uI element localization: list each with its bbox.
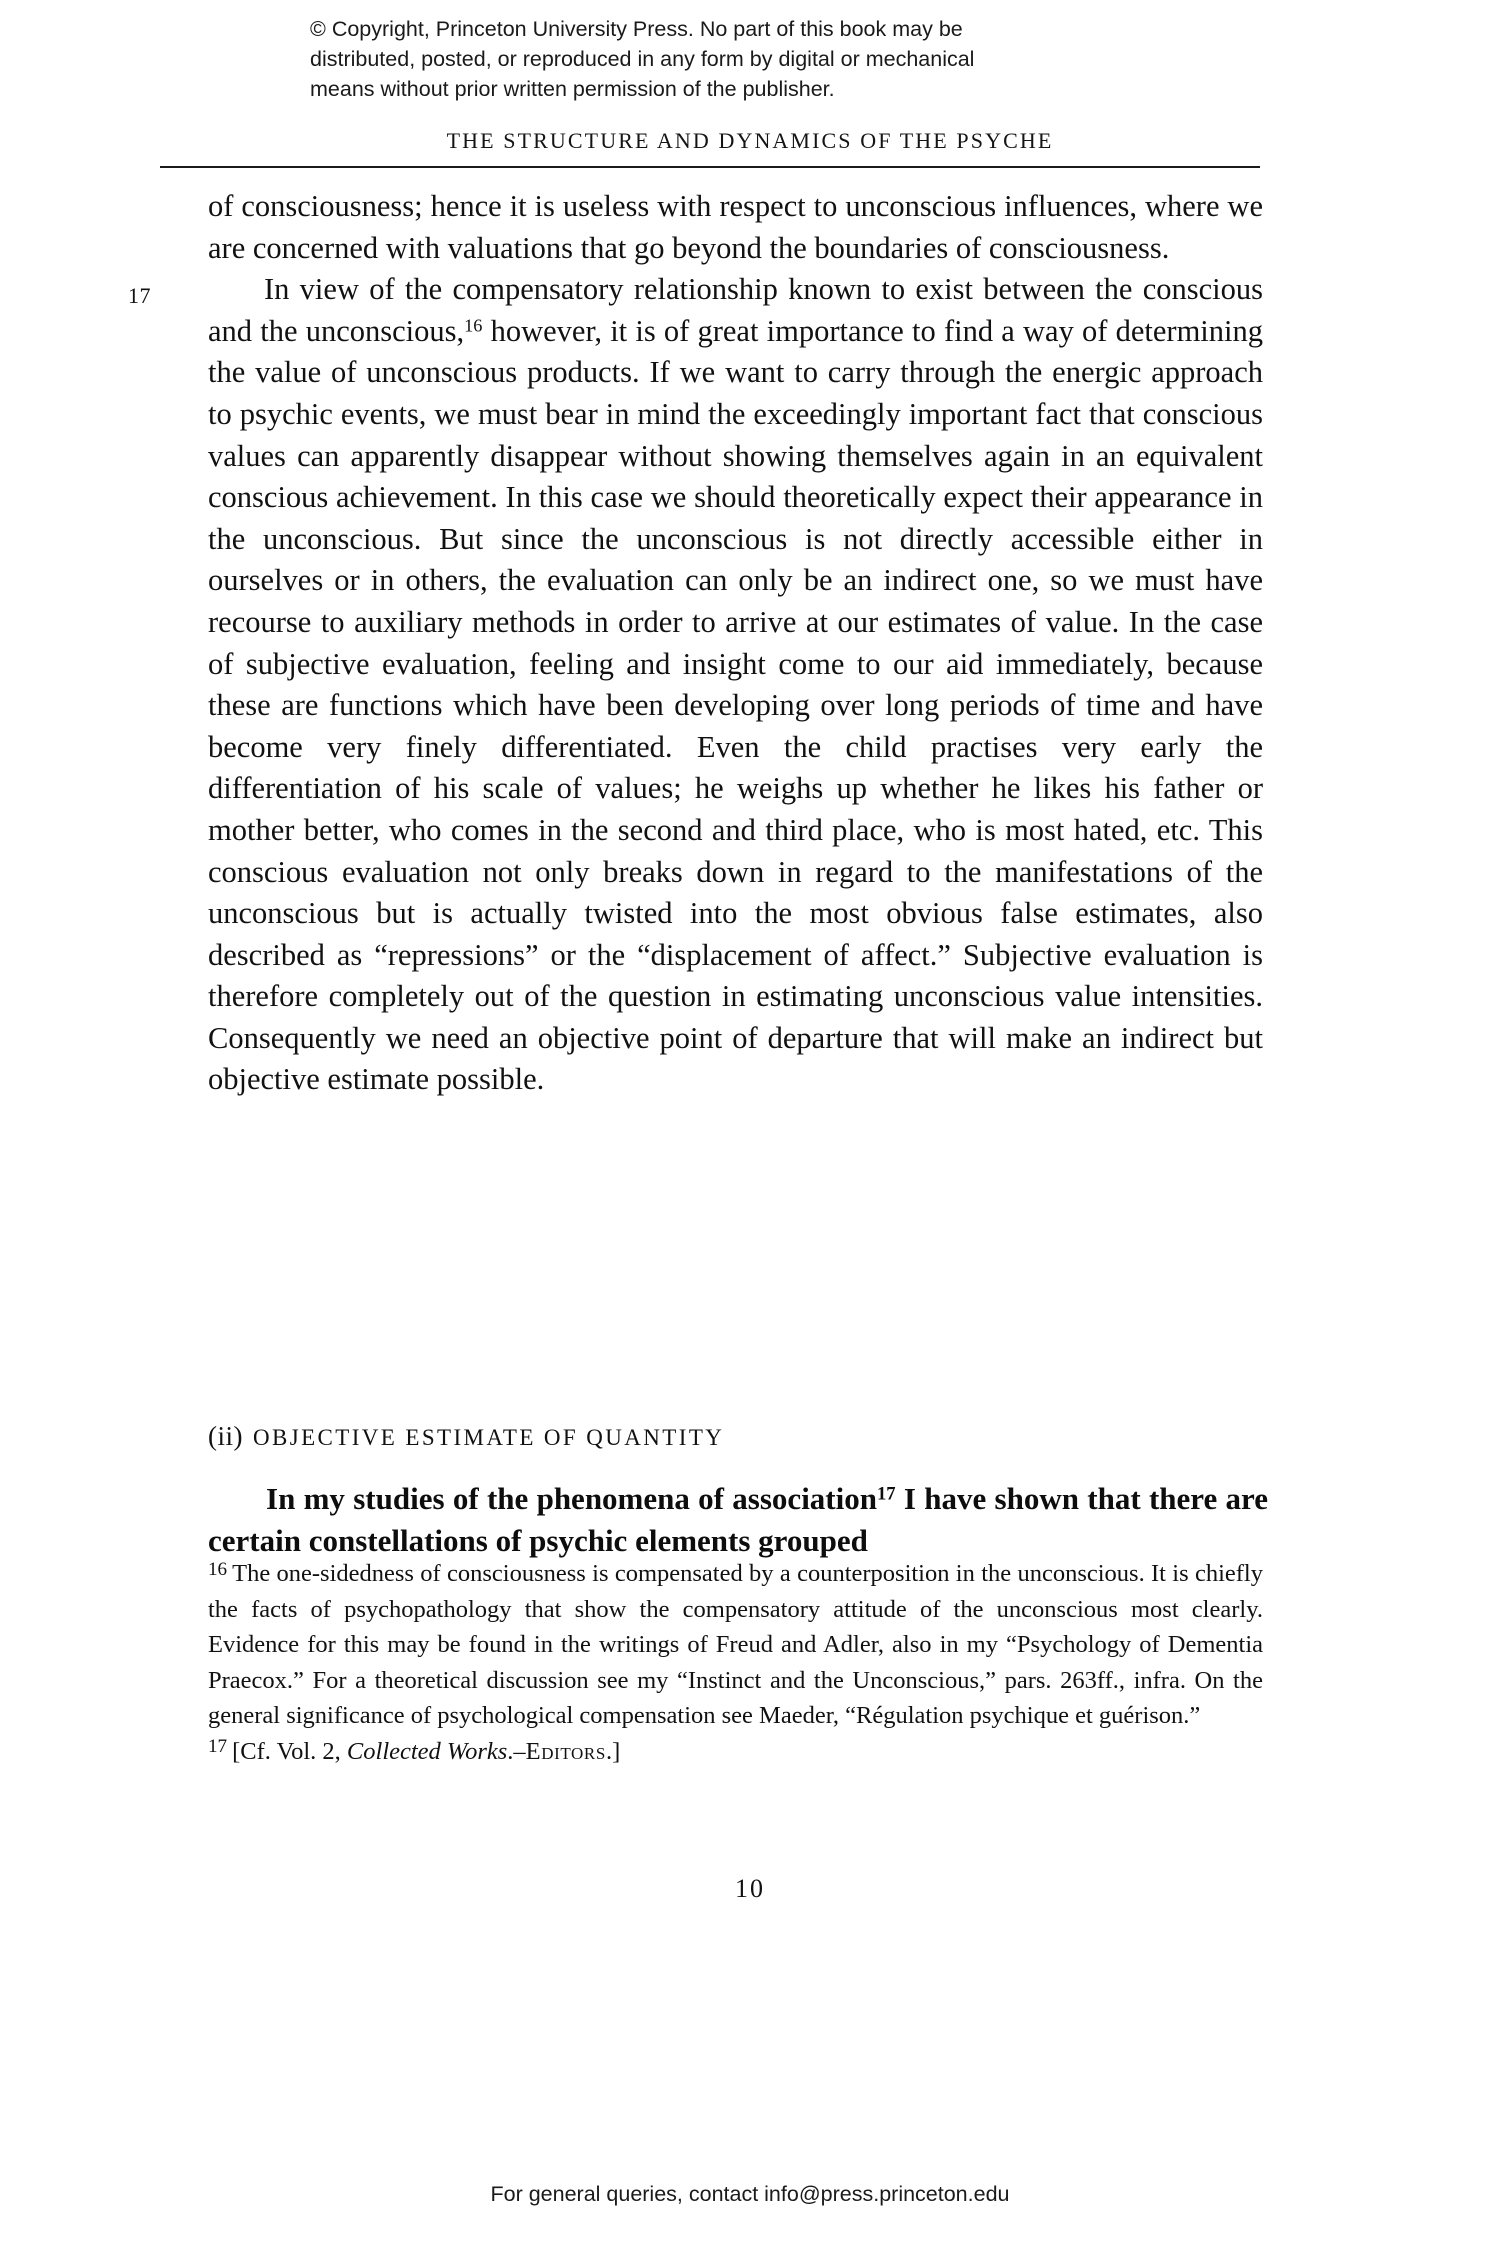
copyright-line-1: © Copyright, Princeton University Press. No part of this book may be xyxy=(310,17,963,41)
paragraph-17 xyxy=(208,269,1263,1101)
lead-paragraph xyxy=(208,1478,1268,1562)
footnote-block xyxy=(208,1556,1263,1769)
copyright-line-3: means without prior written permission of the publisher. xyxy=(310,77,835,101)
paragraph-number-marker: 17 xyxy=(128,283,151,309)
footnote-17-bracket-open: [Cf. Vol. 2, xyxy=(232,1737,347,1765)
section-heading-title: OBJECTIVE ESTIMATE OF QUANTITY xyxy=(253,1425,725,1450)
footnote-17-editors: Editors xyxy=(525,1737,606,1765)
footnote-16-text: The one-sidedness of consciousness is compensated by a counterposition in the unconscious. It is chiefly the facts of psychopathology that show the compensatory attitude of the unconscious most clearly. Evidence for this may be found in the writings of Freud and Adler, also in my “Psychology of Dementia Praecox.” For a theoretical discussion see my “Instinct and the Unconscious,” pars. 263ff., infra. On the general significance of psychological compensation see Maeder, “Régulation psychique et guérison.” xyxy=(208,1560,1263,1729)
lead-paragraph-block xyxy=(208,1478,1268,1562)
section-heading xyxy=(208,1421,724,1452)
main-text-column xyxy=(128,186,1263,1101)
footnote-17-bracket-close: .] xyxy=(605,1737,621,1765)
paragraph-17-wrapper xyxy=(128,269,1263,1101)
paragraph-17-text-part1: In view of the compensatory relationship known to exist between the conscious and the unconscious, xyxy=(208,272,1263,348)
footnote-16 xyxy=(208,1556,1263,1734)
footnote-reference-16[interactable]: 16 xyxy=(464,315,483,336)
section-heading-number: (ii) xyxy=(208,1421,243,1451)
footnote-17-bracket-mid: .– xyxy=(507,1737,526,1765)
copyright-notice xyxy=(310,14,1190,104)
copyright-line-2: distributed, posted, or reproduced in any form by digital or mechanical xyxy=(310,47,975,71)
footnote-17-mark: 17 xyxy=(208,1736,228,1758)
footer-query-line: For general queries, contact info@press.princeton.edu xyxy=(490,2182,1010,2206)
header-rule xyxy=(160,166,1260,168)
lead-paragraph-part1: In my studies of the phenomena of association xyxy=(266,1481,877,1516)
paragraph-17-text-part2: however, it is of great importance to find a way of determining the value of unconscious products. If we want to carry through the energic approach to psychic events, we must bear in mind the exceedingly important fact that conscious values can apparently disappear without showing themselves again in an equivalent conscious achievement. In this case we should theoretically expect their appearance in the unconscious. But since the unconscious is not directly accessible either in ourselves or in others, the evaluation can only be an indirect one, so we must have recourse to auxiliary methods in order to arrive at our estimates of value. In the case of subjective evaluation, feeling and insight come to our aid immediately, because these are functions which have been developing over long periods of time and have become very finely differentiated. Even the child practises very early the differentiation of his scale of values; he weighs up whether he likes his father or mother better, who comes in the second and third place, who is most hated, etc. This conscious evaluation not only breaks down in regard to the manifestations of the unconscious but is actually twisted into the most obvious false estimates, also described as “repressions” or the “displacement of affect.” Subjective evaluation is therefore completely out of the question in estimating unconscious value intensities. Consequently we need an objective point of departure that will make an indirect but objective estimate possible. xyxy=(208,313,1263,1097)
footnote-reference-17[interactable]: 17 xyxy=(876,1483,896,1505)
page-number: 10 xyxy=(735,1874,765,1903)
footnote-16-mark: 16 xyxy=(208,1558,228,1580)
running-head xyxy=(0,128,1500,154)
continued-paragraph: of consciousness; hence it is useless with respect to unconscious influences, where we are concerned with valuations that go beyond the boundaries of consciousness. xyxy=(208,189,1263,265)
footnote-17 xyxy=(208,1734,1263,1770)
footnote-17-italic-title: Collected Works xyxy=(346,1737,508,1765)
running-head-text: THE STRUCTURE AND DYNAMICS OF THE PSYCHE xyxy=(446,128,1054,153)
lead-paragraph-part2: I have shown that there are certain constellations of psychic elements grouped xyxy=(208,1481,1268,1558)
